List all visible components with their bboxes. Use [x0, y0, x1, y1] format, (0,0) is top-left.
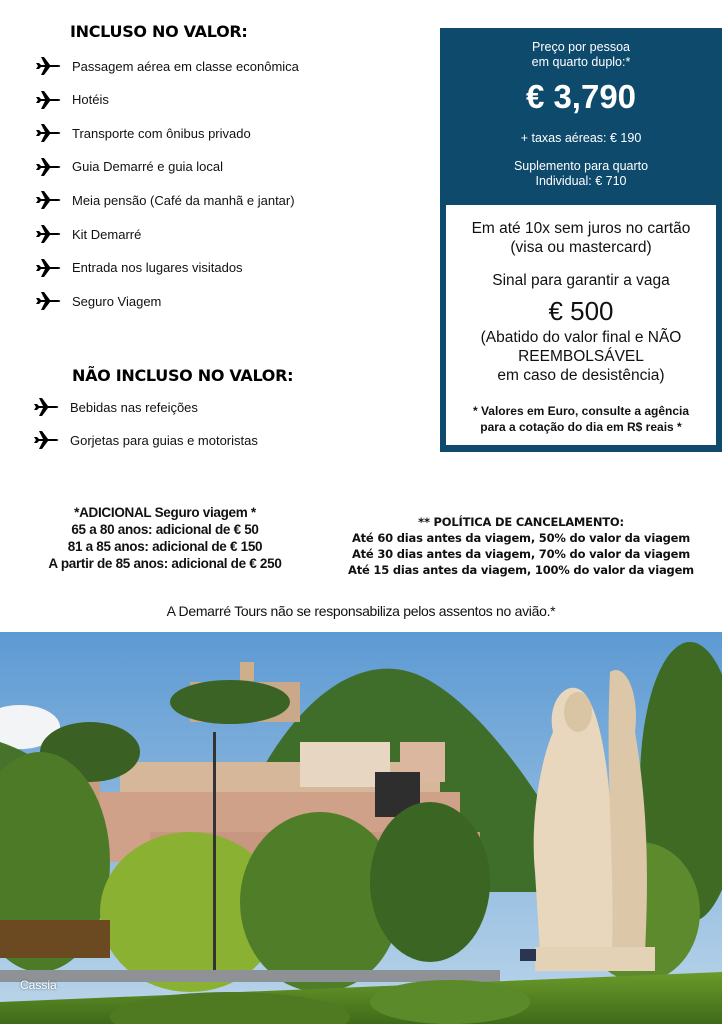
airplane-icon	[34, 258, 62, 278]
insurance-section	[0, 504, 330, 572]
list-item	[34, 157, 223, 177]
cancellation-line: Até 30 dias antes da viagem, 70% do valor da viagem	[351, 547, 691, 561]
cancellation-line: Até 15 dias antes da viagem, 100% do valor da viagem	[348, 563, 694, 577]
airplane-icon	[34, 224, 62, 244]
list-item	[34, 123, 251, 143]
deposit-note	[446, 328, 716, 385]
list-item	[34, 90, 109, 110]
photo-caption: Cassia	[20, 978, 57, 992]
cancellation-title: ** POLÍTICA DE CANCELAMENTO:	[418, 515, 624, 529]
payment-panel	[446, 205, 716, 445]
single-supplement	[440, 159, 722, 189]
supplement-line1: Suplemento para quarto	[513, 159, 649, 173]
currency-note-line2: para a cotação do dia em R$ reais *	[480, 420, 682, 434]
car	[520, 949, 536, 961]
airplane-icon	[34, 123, 62, 143]
list-item-label: Gorjetas para guias e motoristas	[70, 432, 258, 448]
list-item-label: Seguro Viagem	[72, 293, 162, 309]
price-value: € 3,790	[525, 78, 637, 115]
list-item	[34, 190, 295, 210]
currency-note	[446, 403, 716, 435]
list-item-label: Transporte com ônibus privado	[72, 125, 251, 141]
included-heading: INCLUSO NO VALOR:	[70, 22, 248, 41]
list-item-label: Bebidas nas refeições	[70, 399, 198, 415]
airplane-icon	[32, 397, 60, 417]
cancellation-line: Até 60 dias antes da viagem, 50% do valor da viagem	[351, 531, 691, 545]
deposit-note-line1: (Abatido do valor final e NÃO	[480, 329, 682, 346]
deposit-note-line2: REEMBOLSÁVEL	[518, 348, 644, 365]
guardrail	[0, 970, 500, 982]
list-item	[34, 291, 161, 311]
price-label-line2: em quarto duplo:*	[531, 55, 631, 69]
cancellation-section	[320, 514, 722, 578]
installments-text	[446, 219, 716, 257]
price-label	[440, 40, 722, 70]
list-item-label: Meia pensão (Café da manhã e jantar)	[72, 192, 295, 208]
supplement-line2: Individual: € 710	[535, 174, 627, 188]
billboard	[0, 920, 110, 958]
airplane-icon	[34, 56, 62, 76]
lamp-pole	[213, 732, 216, 977]
deposit-label: Sinal para garantir a vaga	[492, 272, 670, 289]
list-item	[32, 430, 258, 450]
installments-line1: Em até 10x sem juros no cartão	[471, 220, 691, 237]
cascia-photo	[0, 632, 722, 1024]
list-item	[34, 224, 141, 244]
deposit-note-line3: em caso de desistência)	[497, 367, 665, 384]
list-item-label: Kit Demarré	[72, 226, 142, 242]
insurance-line: 65 a 80 anos: adicional de € 50	[71, 522, 259, 537]
list-item-label: Guia Demarré e guia local	[72, 159, 224, 175]
insurance-line: 81 a 85 anos: adicional de € 150	[67, 539, 263, 554]
list-item-label: Hotéis	[72, 92, 109, 108]
hedge	[370, 980, 530, 1024]
airplane-icon	[34, 291, 62, 311]
deposit-value: € 500	[548, 296, 614, 326]
not-included-heading: NÃO INCLUSO NO VALOR:	[72, 366, 294, 385]
price-label-line1: Preço por pessoa	[532, 40, 630, 54]
airplane-icon	[34, 90, 62, 110]
seat-disclaimer: A Demarré Tours não se responsabiliza pelos assentos no avião.*	[166, 603, 556, 619]
currency-note-line1: * Valores em Euro, consulte a agência	[472, 404, 690, 418]
insurance-line: A partir de 85 anos: adicional de € 250	[48, 556, 282, 571]
airplane-icon	[34, 190, 62, 210]
landscape-illustration	[0, 632, 722, 1024]
list-item	[34, 258, 243, 278]
list-item-label: Entrada nos lugares visitados	[72, 260, 243, 276]
airplane-icon	[34, 157, 62, 177]
insurance-title: *ADICIONAL Seguro viagem *	[74, 505, 256, 520]
air-taxes: + taxas aéreas: € 190	[520, 131, 642, 145]
list-item	[34, 56, 299, 76]
price-box	[440, 28, 722, 452]
airplane-icon	[32, 430, 60, 450]
list-item-label: Passagem aérea em classe econômica	[72, 58, 299, 74]
list-item	[32, 397, 198, 417]
installments-line2: (visa ou mastercard)	[510, 239, 652, 256]
